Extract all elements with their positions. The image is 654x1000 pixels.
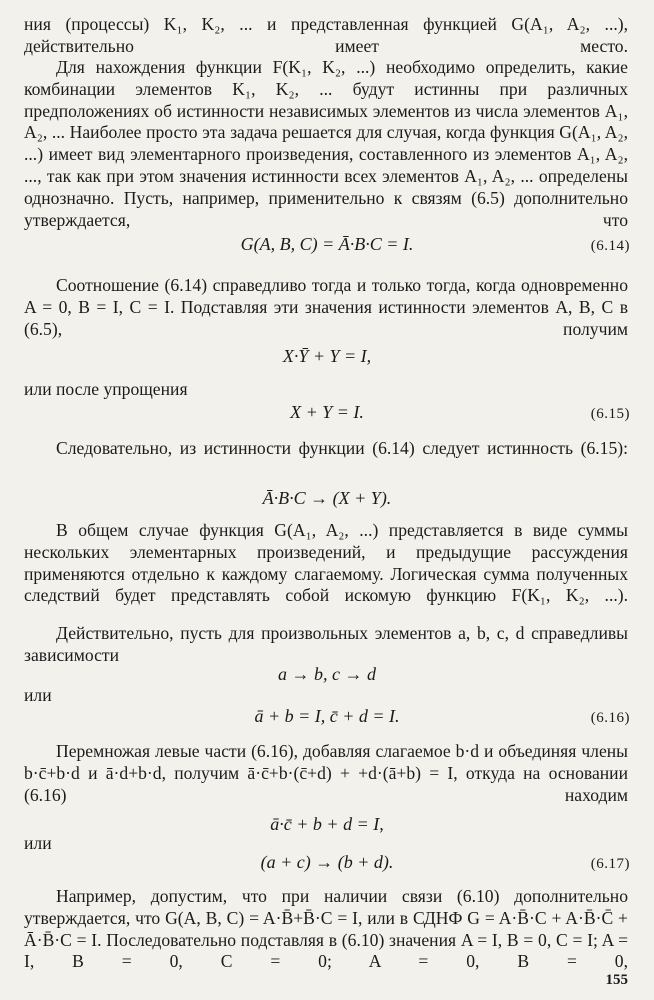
equation-6-17: (a + c) → (b + d).	[260, 852, 394, 872]
paragraph-example: Например, допустим, что при наличии связи (6.10) дополнительно утверждается, что G(A, B, C) = A·B̄+B̄·C = I, или в СДНФ G = A·B̄·C + A·B̄·C̄ + Ā·B̄·C = I. Последовательно подставляя в (6.10) значения A = I, B = 0, C = I; A = I, B = 0, C = 0; A = 0, B = 0,	[24, 886, 628, 972]
text-after-simplification: или после упрощения	[24, 379, 188, 399]
text-or-1: или	[24, 685, 52, 705]
paragraph-continuation: ния (процессы) K₁, K₂, ... и представленная функцией G(A₁, A₂, ...), действительно имеет место.	[24, 14, 628, 56]
equation-6-14: G(A, B, C) = Ā·B·C = I.	[240, 234, 414, 254]
paragraph-general-case: В общем случае функция G(A₁, A₂, ...) представляется в виде суммы нескольких элементарных произведений, и предыдущие рассуждения применяются отдельно к каждому слагаемому. Логическая сумма полученных следствий будет представлять собой искомую функцию F(K₁, K₂, ...).	[24, 520, 628, 606]
text-or-2: или	[24, 833, 52, 853]
equation-6-15: X + Y = I.	[290, 402, 364, 422]
equation-6-16: ā + b = I, c̄ + d = I.	[254, 706, 400, 726]
equation-x-y-substituted: X·Ȳ + Y = I,	[282, 346, 372, 366]
equation-number-6-17: (6.17)	[590, 856, 630, 872]
paragraph-finding-function: Для нахождения функции F(K₁, K₂, ...) необходимо определить, какие комбинации элементов K₁, K₂, ... будут истинны при различных предположениях об истинности независимых элементов из числа элементов A₁, A₂, ... Наиболее просто эта задача решается для случая, когда функция G(A₁, A₂, ...) имеет вид элементарного произведения, составленного из элементов A₁, A₂, ..., так как при этом значения истинности всех элементов A₁, A₂, ... определены однозначно. Пусть, например, применительно к связям (6.5) дополнительно утверждается, что	[24, 57, 628, 230]
paragraph-consequently: Следовательно, из истинности функции (6.14) следует истинность (6.15):	[56, 438, 628, 458]
page-number: 155	[605, 972, 628, 988]
paragraph-indeed: Действительно, пусть для произвольных элементов a, b, c, d справедливы зависимости	[24, 623, 628, 665]
equation-implication: Ā·B·C → (X + Y).	[262, 488, 392, 508]
paragraph-relation: Соотношение (6.14) справедливо тогда и только тогда, когда одновременно A = 0, B = I, C = I. Подставляя эти значения истинности элементов A, B, C в (6.5), получим	[24, 275, 628, 339]
equation-number-6-14: (6.14)	[590, 238, 630, 254]
equation-dependencies: a → b, c → d	[278, 664, 376, 684]
equation-number-6-15: (6.15)	[590, 406, 630, 422]
equation-number-6-16: (6.16)	[590, 710, 630, 726]
equation-sum: ā·c̄ + b + d = I,	[270, 814, 384, 834]
paragraph-multiplying: Перемножая левые части (6.16), добавляя слагаемое b·d и объединяя члены b·c̄+b·d и ā·d+b·d, получим ā·c̄+b·(c̄+d) + +d·(ā+b) = I, откуда на основании (6.16) находим	[24, 741, 628, 805]
